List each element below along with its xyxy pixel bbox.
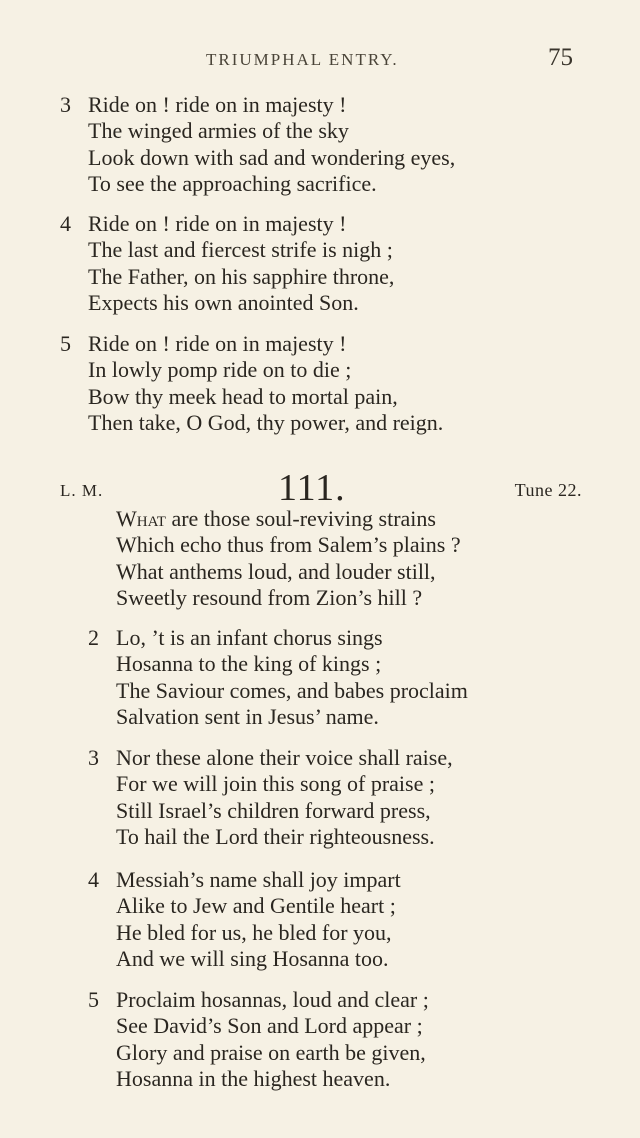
verse-line: The Father, on his sapphire throne, [88,263,395,289]
verse-line: Look down with sad and wondering eyes, [88,144,456,170]
verse-line: 2 Lo, ’t is an infant chorus sings [88,625,383,650]
verse-line: In lowly pomp ride on to die ; [88,357,352,383]
verse-line: Hosanna in the highest heaven. [116,1065,391,1091]
verse-line: And we will sing Hosanna too. [116,945,389,971]
verse-line: To see the approaching sacrifice. [88,170,377,196]
stanza-number: 4 [60,211,71,236]
stanza-110-4 [60,211,394,316]
verse-line: Expects his own anointed Son. [88,289,359,315]
stanza-110-5 [60,331,443,436]
verse-line: See David’s Son and Lord appear ; [116,1013,423,1039]
verse-line: 3 Ride on ! ride on in majesty ! [60,92,347,117]
stanza-111-3 [88,745,453,850]
stanza-111-5 [88,987,429,1092]
verse-line: What anthems loud, and louder still, [116,558,436,584]
verse-line: To hail the Lord their righteousness. [116,823,435,849]
stanza-111-1 [88,506,461,611]
verse-line: 5 Proclaim hosannas, loud and clear ; [88,987,429,1012]
stanza-number: 4 [88,867,99,892]
stanza-number: 5 [88,987,99,1012]
verse-line: Glory and praise on earth be given, [116,1039,426,1065]
stanza-111-4 [88,867,401,972]
verse-line: Which echo thus from Salem’s plains ? [116,532,461,558]
verse-line: Salvation sent in Jesus’ name. [116,703,379,729]
verse-line: He bled for us, he bled for you, [116,919,392,945]
verse-line: For we will join this song of praise ; [116,771,435,797]
stanza-111-2 [88,625,468,730]
verse-line: The winged armies of the sky [88,118,349,144]
verse-line: Then take, O God, thy power, and reign. [88,409,444,435]
verse-line: What are those soul-reviving strains [116,506,436,531]
stanza-number: 2 [88,625,99,650]
verse-line: 4 Ride on ! ride on in majesty ! [60,211,347,236]
verse-line: Bow thy meek head to mortal pain, [88,383,398,409]
first-word: What [116,506,166,531]
hymn-header [60,466,582,509]
verse-line: Alike to Jew and Gentile heart ; [116,893,396,919]
stanza-number: 5 [60,331,71,356]
hymn-tune: Tune 22. [514,480,582,500]
stanza-110-3 [60,92,455,197]
page-number: 75 [548,44,573,71]
verse-line: The last and fiercest strife is nigh ; [88,237,393,263]
running-head: TRIUMPHAL ENTRY. [206,50,399,69]
verse-line: 5 Ride on ! ride on in majesty ! [60,331,347,356]
verse-line: 4 Messiah’s name shall joy impart [88,867,401,892]
hymn-meter: L. M. [60,481,104,500]
verse-line: Sweetly resound from Zion’s hill ? [116,584,423,610]
verse-line: Hosanna to the king of kings ; [116,651,382,677]
hymn-number: 111. [278,467,346,509]
verse-line: Still Israel’s children forward press, [116,797,431,823]
verse-line: The Saviour comes, and babes proclaim [116,677,468,703]
stanza-number: 3 [60,92,71,117]
verse-line: 3 Nor these alone their voice shall raise, [88,745,453,770]
stanza-number: 3 [88,745,99,770]
